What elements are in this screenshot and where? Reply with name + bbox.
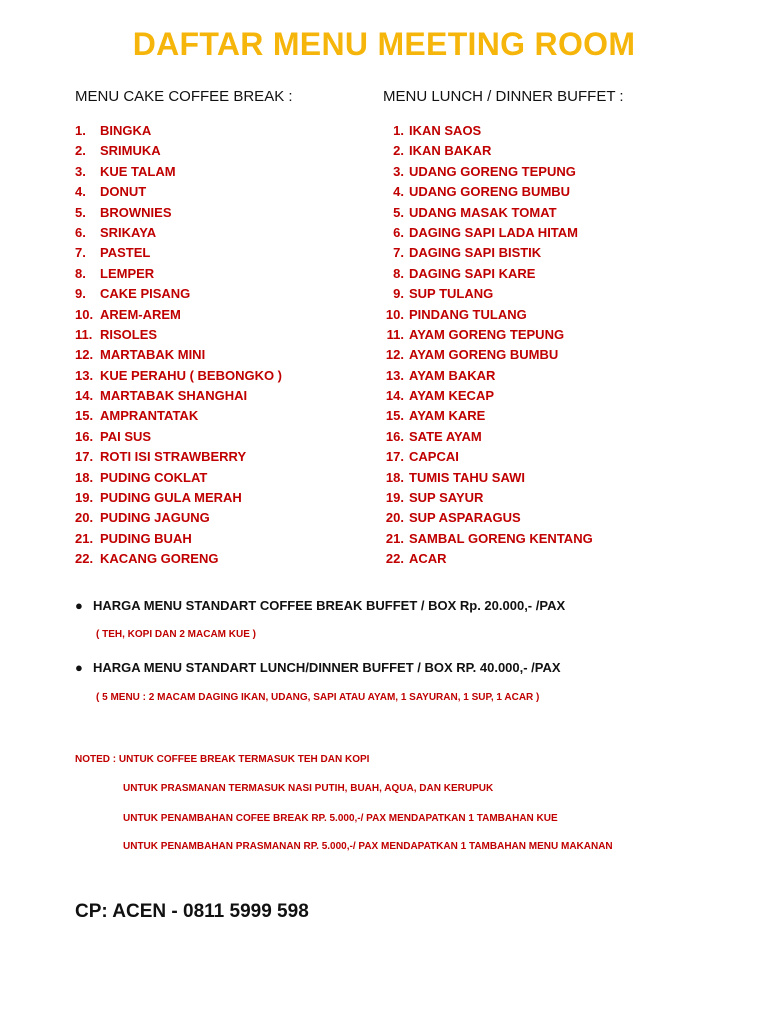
menu-item-name: MARTABAK MINI: [100, 347, 206, 363]
menu-item: [75, 265, 282, 285]
menu-item-number: 13.: [385, 367, 404, 383]
menu-item-name: DAGING SAPI KARE: [409, 265, 536, 281]
menu-item: [377, 428, 593, 448]
page-title: DAFTAR MENU MEETING ROOM: [132, 26, 636, 62]
menu-item-number: 16.: [385, 428, 404, 444]
menu-item-number: 3.: [393, 163, 404, 179]
menu-item-number: 3.: [75, 163, 86, 179]
menu-item-name: SRIKAYA: [100, 224, 157, 240]
menu-item-number: 2.: [75, 143, 86, 159]
menu-item-name: PAI SUS: [100, 428, 152, 444]
menu-item-number: 22.: [385, 551, 404, 567]
menu-item-name: TUMIS TAHU SAWI: [409, 469, 526, 485]
menu-item: [377, 326, 593, 346]
menu-item: [75, 285, 282, 305]
menu-item: [75, 306, 282, 326]
menu-item-number: 11.: [386, 326, 404, 342]
menu-item: [377, 183, 593, 203]
menu-item-name: MARTABAK SHANGHAI: [100, 388, 248, 404]
menu-item: [377, 122, 593, 142]
menu-item-name: BROWNIES: [100, 204, 172, 220]
menu-item: [75, 407, 282, 427]
coffee-break-menu-list: [75, 122, 282, 571]
menu-item-number: 18.: [75, 469, 94, 485]
menu-item-name: SUP SAYUR: [409, 490, 484, 506]
menu-item-name: KUE PERAHU ( BEBONGKO ): [100, 367, 283, 383]
menu-item-name: SUP ASPARAGUS: [409, 510, 521, 526]
menu-item-name: AYAM BAKAR: [409, 367, 496, 383]
menu-item-number: 20.: [75, 510, 94, 526]
menu-item: [75, 122, 282, 142]
menu-item: [377, 224, 593, 244]
bullet-icon: ●: [75, 660, 83, 675]
menu-item: [377, 265, 593, 285]
menu-item-name: AMPRANTATAK: [100, 408, 199, 424]
menu-item: [75, 346, 282, 366]
menu-item-number: 6.: [393, 224, 404, 240]
menu-item: [377, 509, 593, 529]
menu-item-name: RISOLES: [100, 326, 158, 342]
menu-item-name: DONUT: [100, 184, 147, 200]
menu-item-number: 22.: [75, 551, 94, 567]
menu-item-name: AYAM GORENG TEPUNG: [409, 326, 565, 342]
menu-item-name: KUE TALAM: [100, 163, 176, 179]
menu-item-name: UDANG GORENG BUMBU: [409, 184, 571, 200]
menu-item: [75, 367, 282, 387]
menu-item-name: SATE AYAM: [409, 428, 482, 444]
menu-item: [377, 469, 593, 489]
menu-item-name: SRIMUKA: [100, 143, 161, 159]
contact-person: CP: ACEN - 0811 5999 598: [75, 901, 309, 922]
menu-item-number: 8.: [75, 265, 86, 281]
menu-item-name: AREM-AREM: [100, 306, 181, 322]
menu-item-number: 8.: [393, 265, 404, 281]
menu-item-number: 9.: [75, 286, 86, 302]
menu-item: [377, 306, 593, 326]
menu-item-number: 4.: [75, 184, 86, 200]
menu-item: [377, 244, 593, 264]
menu-item: [75, 183, 282, 203]
menu-item: [377, 163, 593, 183]
coffee-break-price-detail: ( TEH, KOPI DAN 2 MACAM KUE ): [96, 629, 256, 640]
menu-item-number: 10.: [75, 306, 94, 322]
menu-item: [75, 142, 282, 162]
menu-item-name: IKAN BAKAR: [409, 143, 492, 159]
menu-item-number: 5.: [393, 204, 404, 220]
menu-item-name: PUDING BUAH: [100, 530, 192, 546]
menu-item: [75, 469, 282, 489]
menu-item-name: KACANG GORENG: [100, 551, 219, 567]
menu-item-name: PINDANG TULANG: [409, 306, 527, 322]
coffee-break-price: [75, 598, 565, 613]
menu-item-name: CAKE PISANG: [100, 286, 191, 302]
menu-item: [377, 407, 593, 427]
menu-item: [75, 204, 282, 224]
bullet-icon: ●: [75, 598, 83, 613]
menu-item: [75, 489, 282, 509]
menu-item: [75, 550, 282, 570]
menu-item-number: 13.: [75, 367, 94, 383]
menu-item-number: 1.: [393, 123, 404, 138]
menu-item-name: AYAM KARE: [409, 408, 486, 424]
menu-item-number: 9.: [393, 286, 404, 302]
menu-item-number: 7.: [393, 245, 404, 261]
menu-item: [75, 224, 282, 244]
menu-item-number: 5.: [75, 204, 86, 220]
menu-item: [75, 244, 282, 264]
menu-item-number: 18.: [385, 469, 404, 485]
menu-item-number: 19.: [75, 490, 94, 506]
menu-item-name: UDANG GORENG TEPUNG: [409, 163, 576, 179]
menu-item: [75, 163, 282, 183]
note-prasmanan: UNTUK PRASMANAN TERMASUK NASI PUTIH, BUAH, AQUA, DAN KERUPUK: [123, 783, 494, 794]
menu-item-name: DAGING SAPI BISTIK: [409, 245, 542, 261]
menu-item-name: ROTI ISI STRAWBERRY: [100, 449, 247, 465]
menu-item-number: 2.: [393, 143, 404, 159]
menu-item-name: LEMPER: [100, 265, 155, 281]
menu-item-number: 17.: [75, 449, 94, 465]
menu-item: [377, 367, 593, 387]
note-extra-prasmanan: UNTUK PENAMBAHAN PRASMANAN RP. 5.000,-/ PAX MENDAPATKAN 1 TAMBAHAN MENU MAKANAN: [123, 841, 613, 852]
menu-item-name: AYAM GORENG BUMBU: [409, 347, 559, 363]
menu-item: [377, 550, 593, 570]
menu-item-name: DAGING SAPI LADA HITAM: [409, 224, 578, 240]
lunch-dinner-price: [75, 660, 561, 675]
note-extra-coffee-break: UNTUK PENAMBAHAN COFEE BREAK RP. 5.000,-/ PAX MENDAPATKAN 1 TAMBAHAN KUE: [123, 813, 558, 824]
menu-item-number: 14.: [385, 388, 404, 404]
menu-item-number: 6.: [75, 224, 86, 240]
menu-item-number: 15.: [75, 408, 94, 424]
menu-item-name: UDANG MASAK TOMAT: [409, 204, 557, 220]
lunch-dinner-price-text: HARGA MENU STANDART LUNCH/DINNER BUFFET / BOX RP. 40.000,- /PAX: [93, 660, 561, 675]
lunch-dinner-heading: MENU LUNCH / DINNER BUFFET :: [383, 88, 624, 105]
menu-item-number: 4.: [393, 184, 404, 200]
menu-item-number: 21.: [75, 530, 94, 546]
menu-item: [75, 428, 282, 448]
menu-item-number: 21.: [385, 530, 404, 546]
coffee-break-heading: MENU CAKE COFFEE BREAK :: [75, 88, 293, 105]
menu-item-name: PUDING JAGUNG: [100, 510, 210, 526]
menu-item-number: 15.: [385, 408, 404, 424]
menu-item: [75, 326, 282, 346]
menu-item-number: 12.: [75, 347, 94, 363]
menu-item-name: ACAR: [409, 551, 447, 567]
menu-item-number: 10.: [385, 306, 404, 322]
lunch-dinner-menu-list: [377, 122, 593, 571]
menu-item-name: IKAN SAOS: [409, 123, 482, 138]
coffee-break-price-text: HARGA MENU STANDART COFFEE BREAK BUFFET / BOX Rp. 20.000,- /PAX: [93, 598, 566, 613]
menu-item-number: 14.: [75, 388, 94, 404]
menu-item-number: 17.: [385, 449, 404, 465]
menu-item-name: PASTEL: [100, 245, 151, 261]
menu-item: [75, 530, 282, 550]
menu-item: [377, 448, 593, 468]
menu-item-name: CAPCAI: [409, 449, 459, 465]
menu-item-name: SAMBAL GORENG KENTANG: [409, 530, 593, 546]
menu-item: [377, 142, 593, 162]
menu-item: [75, 509, 282, 529]
menu-item-number: 20.: [385, 510, 404, 526]
menu-item-number: 19.: [385, 490, 404, 506]
menu-item-number: 11.: [75, 326, 93, 342]
lunch-dinner-price-detail: ( 5 MENU : 2 MACAM DAGING IKAN, UDANG, SAPI ATAU AYAM, 1 SAYURAN, 1 SUP, 1 ACAR ): [96, 692, 540, 703]
menu-item: [377, 530, 593, 550]
menu-item-name: SUP TULANG: [409, 286, 494, 302]
menu-item-name: AYAM KECAP: [409, 388, 495, 404]
menu-item-number: 1.: [75, 123, 86, 138]
menu-item: [377, 346, 593, 366]
menu-item-number: 16.: [75, 428, 94, 444]
menu-item-number: 7.: [75, 245, 86, 261]
menu-item-number: 12.: [385, 347, 404, 363]
menu-item: [377, 204, 593, 224]
menu-item-name: PUDING GULA MERAH: [100, 490, 242, 506]
menu-item-name: PUDING COKLAT: [100, 469, 208, 485]
menu-item: [377, 489, 593, 509]
menu-item: [75, 387, 282, 407]
menu-item: [377, 387, 593, 407]
note-coffee-break: NOTED : UNTUK COFFEE BREAK TERMASUK TEH DAN KOPI: [75, 754, 370, 765]
menu-item-name: BINGKA: [100, 123, 152, 138]
menu-item: [377, 285, 593, 305]
menu-item: [75, 448, 282, 468]
